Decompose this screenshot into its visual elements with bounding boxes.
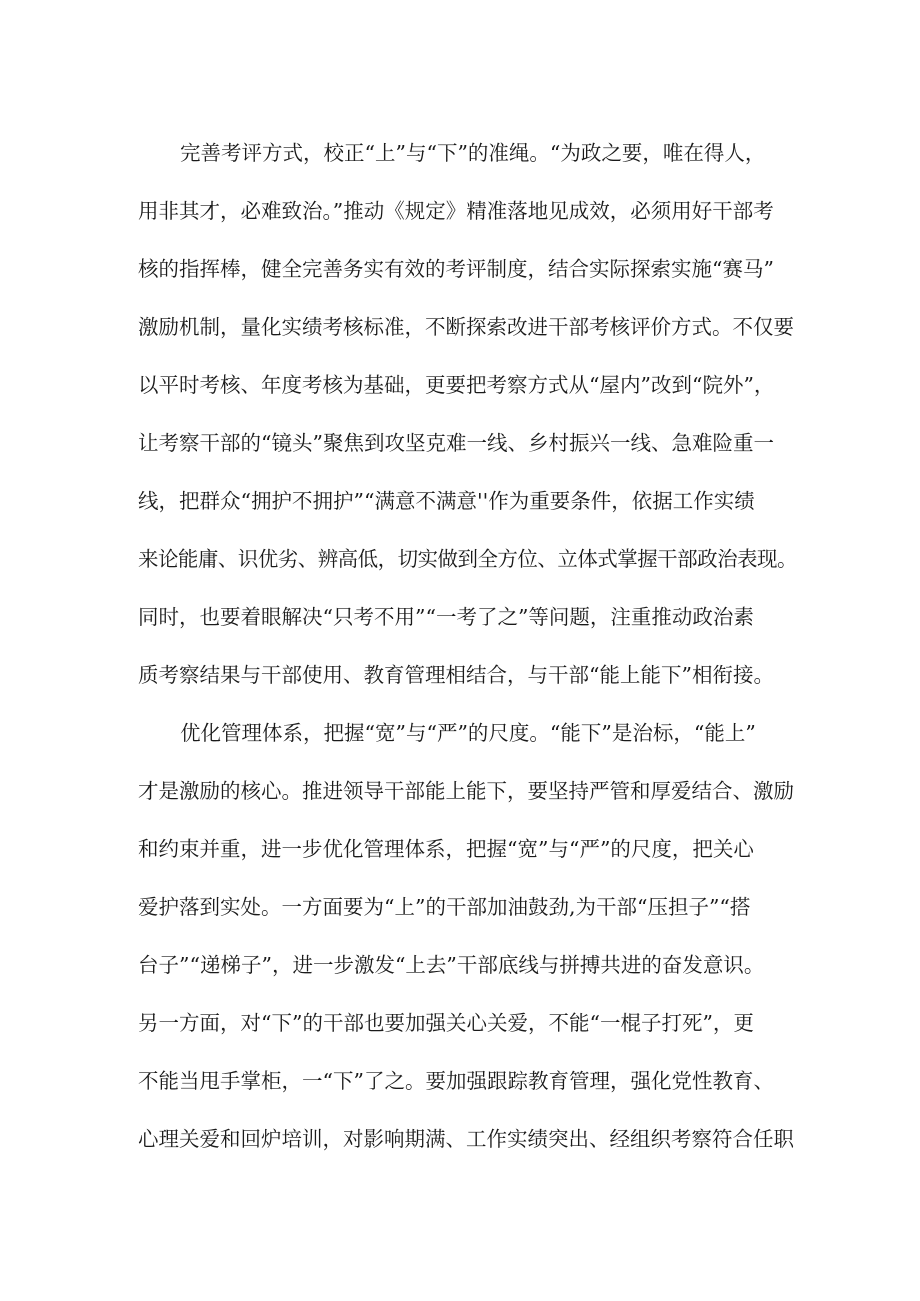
paragraph-2-line-1: 优化管理体系，把握“宽”与“严”的尺度。“能下”是治标，“能上” <box>180 721 756 745</box>
paragraph-1-line-1: 完善考评方式，校正“上”与“下”的准绳。“为政之要，唯在得人， <box>180 141 766 165</box>
paragraph-2-line-5: 台子”“递梯子”，进一步激发“上去”干部底线与拼搏共进的奋发意识。 <box>138 953 765 977</box>
paragraph-2-line-4: 爱护落到实处。一方面要为“上”的干部加油鼓劲,为干部“压担子”“搭 <box>138 895 751 919</box>
paragraph-2-line-8: 心理关爱和回炉培训，对影响期满、工作实绩突出、经组织考察符合任职 <box>138 1127 794 1151</box>
paragraph-2-line-3: 和约束并重，进一步优化管理体系，把握“宽”与“严”的尺度，把关心 <box>138 837 754 861</box>
paragraph-1-line-7: 线，把群众“拥护不拥护”“满意不满意''作为重要条件，依据工作实绩 <box>138 489 755 513</box>
paragraph-1-line-4: 激励机制，量化实绩考核标准，不断探索改进干部考核评价方式。不仅要 <box>138 315 794 339</box>
paragraph-1-line-8: 来论能庸、识优劣、辨高低，切实做到全方位、立体式掌握干部政治表现。 <box>138 547 797 571</box>
paragraph-1-line-2: 用非其才，必难致治。”推动《规定》精准落地见成效，必须用好干部考 <box>138 199 774 223</box>
paragraph-2-line-2: 才是激励的核心。推进领导干部能上能下，要坚持严管和厚爱结合、激励 <box>138 779 794 803</box>
paragraph-1-line-9: 同时，也要着眼解决“只考不用”“一考了之”等问题，注重推动政治素 <box>138 605 754 629</box>
paragraph-1-line-5: 以平时考核、年度考核为基础，更要把考察方式从“屋内”改到“院外”， <box>138 373 775 397</box>
paragraph-1-line-10: 质考察结果与干部使用、教育管理相结合，与干部“能上能下”相衔接。 <box>138 663 774 687</box>
paragraph-2-line-6: 另一方面，对“下”的干部也要加强关心关爱，不能“一棍子打死”，更 <box>138 1011 754 1035</box>
paragraph-1-line-3: 核的指挥棒，健全完善务实有效的考评制度，结合实际探索实施“赛马” <box>138 257 774 281</box>
paragraph-2-line-7: 不能当甩手掌柜，一“下”了之。要加强跟踪教育管理，强化党性教育、 <box>138 1069 774 1093</box>
paragraph-1-line-6: 让考察干部的“镜头”聚焦到攻坚克难一线、乡村振兴一线、急难险重一 <box>138 431 774 455</box>
